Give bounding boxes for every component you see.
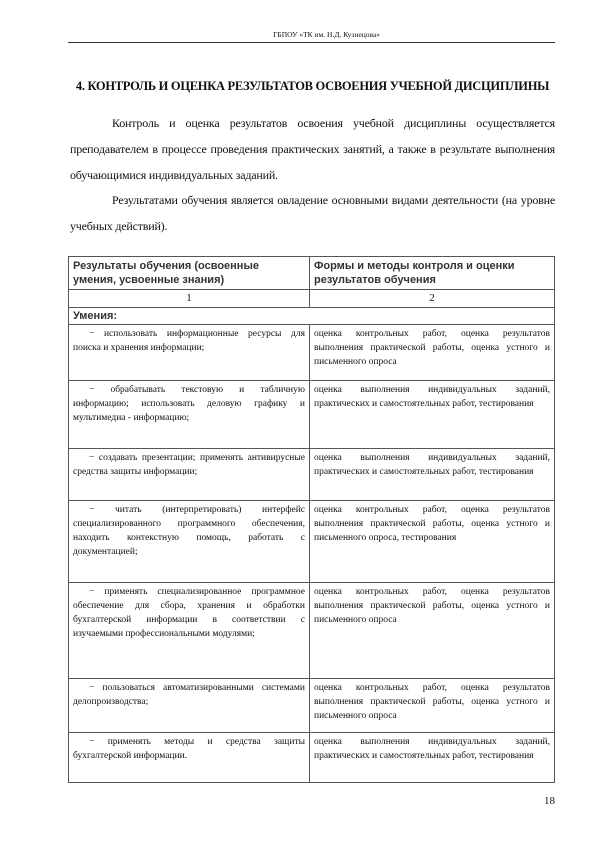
method-cell: оценка контрольных работ, оценка результатов выполнения практической работы, оценка устного и письменного опроса, тестирования xyxy=(310,501,555,583)
table-row xyxy=(69,679,555,733)
column-number-1: 1 xyxy=(69,290,310,308)
method-cell: оценка выполнения индивидуальных заданий, практических и самостоятельных работ, тестирования xyxy=(310,449,555,501)
column-number-2: 2 xyxy=(310,290,555,308)
table-header-row xyxy=(69,257,555,290)
skill-cell: − применять методы и средства защиты бухгалтерской информации. xyxy=(69,733,310,783)
paragraph-results: Результатами обучения является овладение основными видами деятельности (на уровне учебных действий). xyxy=(70,193,555,233)
page-header xyxy=(68,30,555,43)
method-cell: оценка выполнения индивидуальных заданий, практических и самостоятельных работ, тестирования xyxy=(310,733,555,783)
skill-cell: − читать (интерпретировать) интерфейс специализированного программного обеспечения, находить контекстную помощь, работать с документацией; xyxy=(69,501,310,583)
skill-cell: − использовать информационные ресурсы для поиска и хранения информации; xyxy=(69,325,310,381)
results-table xyxy=(68,256,555,783)
table-row xyxy=(69,325,555,381)
method-cell: оценка выполнения индивидуальных заданий, практических и самостоятельных работ, тестирования xyxy=(310,381,555,449)
section-label: Умения: xyxy=(69,308,555,325)
header-text: ГБПОУ «ТК им. Н.Д. Кузнецова» xyxy=(273,30,380,39)
table-row xyxy=(69,501,555,583)
table-row xyxy=(69,381,555,449)
page-number: 18 xyxy=(544,795,555,807)
header-results: Результаты обучения (освоенные умения, усвоенные знания) xyxy=(69,257,310,290)
method-cell: оценка контрольных работ, оценка результатов выполнения практической работы, оценка устного и письменного опроса xyxy=(310,583,555,679)
method-cell: оценка контрольных работ, оценка результатов выполнения практической работы, оценка устного и письменного опроса xyxy=(310,679,555,733)
skill-cell: − пользоваться автоматизированными системами делопроизводства; xyxy=(69,679,310,733)
table-row xyxy=(69,449,555,501)
skill-cell: − обрабатывать текстовую и табличную информацию; использовать деловую графику и мультимедиа - информацию; xyxy=(69,381,310,449)
method-cell: оценка контрольных работ, оценка результатов выполнения практической работы, оценка устного и письменного опроса xyxy=(310,325,555,381)
paragraph-intro: Контроль и оценка результатов освоения учебной дисциплины осуществляется преподавателем в процессе проведения практических занятий, а также в результате выполнения обучающимися индивидуальных заданий. xyxy=(70,116,555,182)
table-section-row xyxy=(69,308,555,325)
table-row xyxy=(69,583,555,679)
header-methods: Формы и методы контроля и оценки результатов обучения xyxy=(310,257,555,290)
section-title: 4. КОНТРОЛЬ И ОЦЕНКА РЕЗУЛЬТАТОВ ОСВОЕНИЯ УЧЕБНОЙ ДИСЦИПЛИНЫ xyxy=(75,79,550,93)
skill-cell: − применять специализированное программное обеспечение для сбора, хранения и обработки бухгалтерской информации в соответствии с изучаемыми профессиональными модулями; xyxy=(69,583,310,679)
skill-cell: − создавать презентации; применять антивирусные средства защиты информации; xyxy=(69,449,310,501)
table-row xyxy=(69,733,555,783)
table-number-row xyxy=(69,290,555,308)
